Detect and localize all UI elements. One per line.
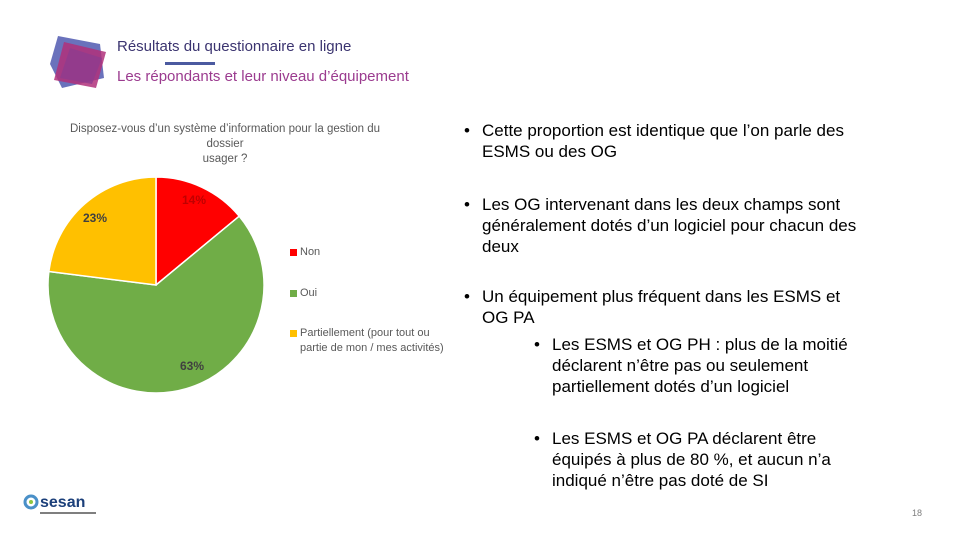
legend-label-line: Non <box>300 246 321 258</box>
chart-title-line: Disposez-vous d’un système d’information pour la gestion du dossier <box>69 123 381 150</box>
bullet-text-line: Les ESMS et OG PA déclarent être <box>552 429 817 448</box>
pie-data-label: 14% <box>181 193 207 207</box>
bullet-marker: • <box>464 121 470 140</box>
bullet-text-line: OG PA <box>482 308 535 327</box>
legend-label <box>300 286 317 301</box>
pie-data-label: 63% <box>179 359 205 373</box>
legend-swatch <box>290 249 297 256</box>
bullet-text-line: partiellement dotés d’un logiciel <box>552 377 790 396</box>
bullet-text-line: Un équipement plus fréquent dans les ESMS et <box>482 287 841 306</box>
legend-label <box>300 245 320 260</box>
legend-swatch <box>290 290 297 297</box>
bullet-marker: • <box>464 195 470 214</box>
bullet-text-line: ESMS ou des OG <box>482 142 618 161</box>
bullet-text-line: Les OG intervenant dans les deux champs sont <box>482 195 841 214</box>
bullet-text-line: équipés à plus de 80 %, et aucun n’a <box>552 450 831 469</box>
logo-text: sesan <box>40 494 86 511</box>
bullet-text-line: indiqué n’être pas doté de SI <box>552 471 769 490</box>
bullet-marker: • <box>464 287 470 306</box>
bullet-text-line: deux <box>482 237 519 256</box>
sesan-logo <box>22 490 102 520</box>
page-number: 18 <box>912 508 923 518</box>
legend-label-line: Oui <box>300 287 318 299</box>
legend-label <box>300 326 444 356</box>
pie-data-label: 23% <box>82 211 108 225</box>
bullet-text-line: Les ESMS et OG PH : plus de la moitié <box>552 335 848 354</box>
bullet-text-line: généralement dotés d’un logiciel pour chacun des <box>482 216 857 235</box>
page-title: Résultats du questionnaire en ligne <box>117 38 352 55</box>
bullet-marker: • <box>534 429 540 448</box>
legend-label-line: partie de mon / mes activités) <box>300 342 444 354</box>
bullet-marker: • <box>534 335 540 354</box>
bullet-text-line: déclarent n’être pas ou seulement <box>552 356 809 375</box>
legend-swatch <box>290 330 297 337</box>
legend-label-line: Partiellement (pour tout ou <box>300 327 430 339</box>
chart-title-line: usager ? <box>202 153 248 165</box>
bullet-text-line: Cette proportion est identique que l’on parle des <box>482 121 844 140</box>
page-subtitle: Les répondants et leur niveau d’équipement <box>117 68 409 85</box>
pie-slice-partiellement <box>49 177 156 285</box>
